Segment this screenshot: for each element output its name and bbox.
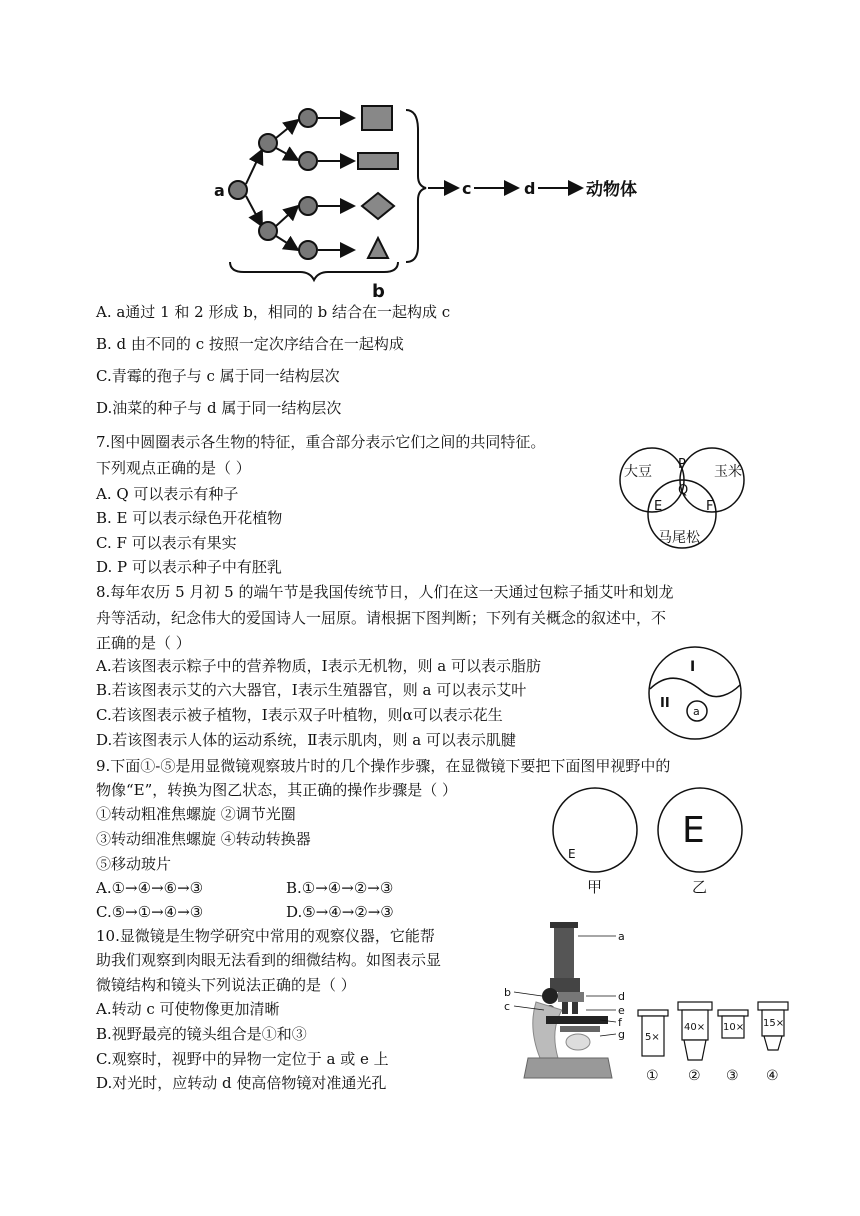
- q10-option-d: D.对光时，应转动 d 使高倍物镜对准通光孔: [96, 1074, 387, 1092]
- venn-label-p: P: [678, 457, 686, 472]
- microscope-label-f: f: [618, 1016, 622, 1029]
- lens3-mag: 10×: [723, 1022, 745, 1033]
- q8-stem-line1: 8.每年农历 5 月初 5 的端午节是我国传统节日，人们在这一天通过包粽子插艾叶和划龙: [96, 583, 674, 601]
- lens3-number: ③: [726, 1068, 739, 1084]
- lens4-number: ④: [766, 1068, 779, 1084]
- q7-option-b: B. E 可以表示绿色开花植物: [96, 509, 283, 527]
- field-jia-letter: E: [568, 847, 576, 861]
- concept-label-ii: II: [660, 696, 670, 711]
- q8-stem-line3: 正确的是（ ）: [96, 634, 191, 652]
- microscope-label-d: d: [618, 990, 625, 1003]
- q7-stem-line2: 下列观点正确的是（ ）: [96, 459, 251, 477]
- venn-label-f: F: [706, 499, 714, 514]
- figure1-label-animal: 动物体: [586, 180, 637, 200]
- microscope-label-g: g: [618, 1028, 625, 1041]
- q6-option-b: B. d 由不同的 c 按照一定次序结合在一起构成: [96, 335, 404, 353]
- q10-stem-line2: 助我们观察到肉眼无法看到的细微结构。如图表示显: [96, 951, 442, 969]
- venn-diagram: [612, 442, 752, 552]
- lens4-mag: 15×: [763, 1018, 785, 1029]
- q10-option-a: A.转动 c 可使物像更加清晰: [96, 1000, 280, 1018]
- q9-option-a: A.①→④→⑥→③: [96, 879, 204, 897]
- q10-stem-line3: 微镜结构和镜头下列说法正确的是（ ）: [96, 976, 356, 994]
- figure1-label-d: d: [524, 179, 536, 198]
- microscope-label-b: b: [504, 986, 511, 999]
- concept-label-i: I: [690, 659, 696, 675]
- lens1-number: ①: [646, 1068, 659, 1084]
- field-yi-label: 乙: [692, 878, 708, 896]
- q8-option-d: D.若该图表示人体的运动系统，Ⅱ表示肌肉，则 a 可以表示肌腱: [96, 731, 516, 749]
- q6-option-c: C.青霉的孢子与 c 属于同一结构层次: [96, 367, 340, 385]
- venn-label-pine: 马尾松: [658, 530, 700, 546]
- q9-steps-line3: ⑤移动玻片: [96, 855, 172, 873]
- q9-steps-line2: ③转动细准焦螺旋 ④转动转换器: [96, 830, 311, 848]
- q6-option-a: A. a通过 1 和 2 形成 b，相同的 b 结合在一起构成 c: [96, 303, 451, 321]
- q9-option-b: B.①→④→②→③: [286, 879, 394, 897]
- q9-option-d: D.⑤→④→②→③: [286, 903, 394, 921]
- q10-option-c: C.观察时，视野中的异物一定位于 a 或 e 上: [96, 1050, 389, 1068]
- q6-option-d: D.油菜的种子与 d 属于同一结构层次: [96, 399, 342, 417]
- q10-option-b: B.视野最亮的镜头组合是①和③: [96, 1025, 307, 1043]
- q9-stem-line2: 物像“E”，转换为图乙状态，其正确的操作步骤是（ ）: [96, 781, 458, 799]
- microscope-figure: [500, 918, 800, 1088]
- venn-label-corn: 玉米: [714, 464, 742, 480]
- q9-stem-line1: 9.下面①-⑤是用显微镜观察玻片时的几个操作步骤，在显微镜下要把下面图甲视野中的: [96, 757, 671, 775]
- figure1-label-a: a: [214, 181, 225, 200]
- q8-stem-line2: 舟等活动，纪念伟大的爱国诗人一屈原。请根据下图判断；下列有关概念的叙述中，不: [96, 609, 667, 627]
- figure1-label-c: c: [462, 179, 472, 198]
- q7-option-a: A. Q 可以表示有种子: [96, 485, 239, 503]
- microscope-fields-figure: [550, 786, 760, 896]
- field-yi-letter: E: [682, 810, 705, 851]
- q7-option-d: D. P 可以表示种子中有胚乳: [96, 558, 282, 576]
- q7-option-c: C. F 可以表示有果实: [96, 534, 237, 552]
- q10-stem-line1: 10.显微镜是生物学研究中常用的观察仪器，它能帮: [96, 927, 435, 945]
- lens2-number: ②: [688, 1068, 701, 1084]
- concept-label-a: a: [693, 705, 700, 718]
- lens2-mag: 40×: [684, 1022, 706, 1033]
- concept-circle-figure: [640, 643, 750, 743]
- figure1-label-b: b: [372, 281, 385, 302]
- venn-label-soybean: 大豆: [624, 464, 652, 480]
- microscope-label-e: e: [618, 1004, 625, 1017]
- q8-option-b: B.若该图表示艾的六大器官，Ⅰ表示生殖器官，则 a 可以表示艾叶: [96, 681, 527, 699]
- microscope-icon: [514, 922, 616, 1078]
- microscope-label-c: c: [504, 1000, 511, 1013]
- lens1-mag: 5×: [645, 1032, 660, 1043]
- q8-option-c: C.若该图表示被子植物，Ⅰ表示双子叶植物，则α可以表示花生: [96, 706, 503, 724]
- q9-steps-line1: ①转动粗准焦螺旋 ②调节光圈: [96, 805, 296, 823]
- field-jia-label: 甲: [587, 878, 603, 896]
- venn-label-e: E: [654, 499, 663, 514]
- venn-label-q: Q: [678, 483, 689, 498]
- q8-option-a: A.若该图表示粽子中的营养物质，Ⅰ表示无机物，则 a 可以表示脂肪: [96, 657, 542, 675]
- q7-stem-line1: 7.图中圆圈表示各生物的特征，重合部分表示它们之间的共同特征。: [96, 433, 546, 451]
- q9-option-c: C.⑤→①→④→③: [96, 903, 204, 921]
- microscope-label-a: a: [618, 930, 625, 943]
